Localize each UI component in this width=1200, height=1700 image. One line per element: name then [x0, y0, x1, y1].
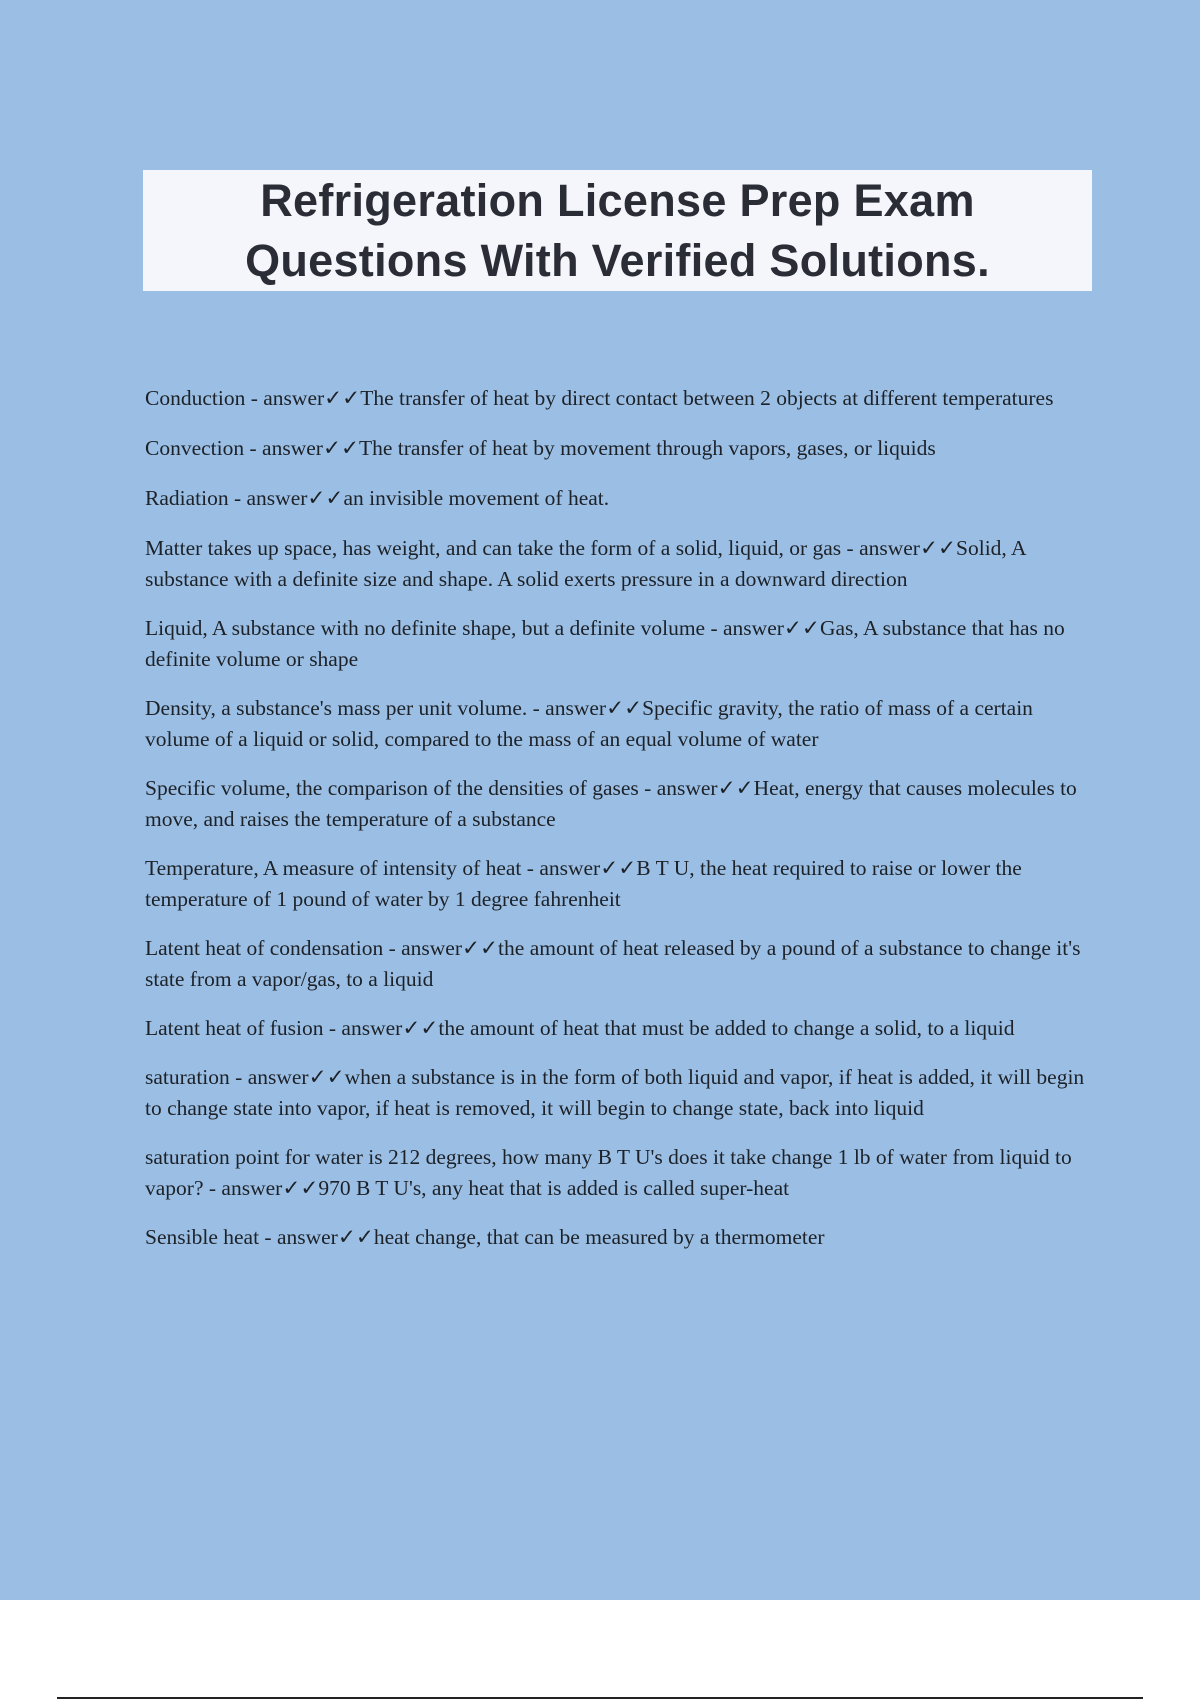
- double-check-icon: ✓✓: [600, 856, 637, 880]
- double-check-icon: ✓✓: [462, 936, 499, 960]
- qa-answer: The transfer of heat by movement through vapors, gases, or liquids: [358, 436, 936, 460]
- qa-item: [145, 483, 1095, 514]
- qa-answer: Solid, A substance with a definite size and shape. A solid exerts pressure in a downward direction: [145, 536, 1026, 591]
- qa-separator: - answer: [244, 436, 323, 460]
- qa-answer: 970 B T U's, any heat that is added is called super-heat: [318, 1176, 790, 1200]
- qa-separator: - answer: [527, 696, 607, 720]
- qa-separator: - answer: [705, 616, 784, 640]
- qa-question: Sensible heat: [145, 1225, 260, 1249]
- double-check-icon: ✓✓: [282, 1176, 319, 1200]
- qa-answer: an invisible movement of heat.: [343, 486, 610, 510]
- qa-answer: heat change, that can be measured by a thermometer: [373, 1225, 825, 1249]
- qa-answer: The transfer of heat by direct contact between 2 objects at different temperatures: [360, 386, 1054, 410]
- qa-separator: - answer: [203, 1176, 283, 1200]
- qa-answer: B T U, the heat required to raise or lower the temperature of 1 pound of water by 1 degree fahrenheit: [145, 856, 1022, 911]
- double-check-icon: ✓✓: [324, 386, 361, 410]
- qa-separator: - answer: [228, 486, 308, 510]
- qa-separator: - answer: [638, 776, 718, 800]
- qa-item: [145, 853, 1095, 915]
- qa-question: Matter takes up space, has weight, and can take the form of a solid, liquid, or gas: [145, 536, 842, 560]
- qa-item: [145, 1013, 1095, 1044]
- qa-answer: when a substance is in the form of both liquid and vapor, if heat is added, it will begin to change state into vapor, if heat is removed, it will begin to change state, back into liquid: [145, 1065, 1085, 1120]
- qa-question: Conduction: [145, 386, 246, 410]
- double-check-icon: ✓✓: [307, 486, 344, 510]
- double-check-icon: ✓✓: [322, 436, 359, 460]
- qa-separator: - answer: [323, 1016, 403, 1040]
- footer-rule: [57, 1697, 1143, 1699]
- qa-item: [145, 1062, 1095, 1124]
- qa-item: [145, 1142, 1095, 1204]
- double-check-icon: ✓✓: [308, 1065, 345, 1089]
- double-check-icon: ✓✓: [606, 696, 643, 720]
- qa-item: [145, 383, 1095, 414]
- double-check-icon: ✓✓: [717, 776, 754, 800]
- qa-separator: - answer: [383, 936, 463, 960]
- qa-question: Temperature, A measure of intensity of heat: [145, 856, 522, 880]
- qa-item: [145, 933, 1095, 995]
- qa-list: [145, 383, 1095, 1271]
- qa-question: Latent heat of condensation: [145, 936, 384, 960]
- qa-question: saturation point for water is 212 degrees, how many B T U's does it take change 1 lb of water from liquid to vapor?: [145, 1145, 1072, 1200]
- double-check-icon: ✓✓: [337, 1225, 374, 1249]
- qa-question: Specific volume, the comparison of the densities of gases: [145, 776, 639, 800]
- qa-separator: - answer: [245, 386, 325, 410]
- double-check-icon: ✓✓: [402, 1016, 439, 1040]
- qa-separator: - answer: [521, 856, 601, 880]
- qa-separator: - answer: [259, 1225, 338, 1249]
- qa-item: [145, 533, 1095, 595]
- qa-answer: Specific gravity, the ratio of mass of a certain volume of a liquid or solid, compared to the mass of an equal volume of water: [145, 696, 1033, 751]
- qa-answer: the amount of heat that must be added to change a solid, to a liquid: [438, 1016, 1015, 1040]
- page-title: Refrigeration License Prep Exam Questions With Verified Solutions.: [245, 174, 990, 286]
- qa-separator: - answer: [841, 536, 920, 560]
- qa-item: [145, 693, 1095, 755]
- qa-answer: Gas, A substance that has no definite volume or shape: [145, 616, 1065, 671]
- qa-item: [145, 773, 1095, 835]
- qa-item: [145, 613, 1095, 675]
- qa-separator: - answer: [229, 1065, 309, 1089]
- qa-item: [145, 433, 1095, 464]
- qa-question: Density, a substance's mass per unit volume.: [145, 696, 528, 720]
- qa-item: [145, 1222, 1095, 1253]
- title-banner: [143, 170, 1092, 291]
- qa-question: Latent heat of fusion: [145, 1016, 324, 1040]
- qa-answer: Heat, energy that causes molecules to move, and raises the temperature of a substance: [145, 776, 1077, 831]
- double-check-icon: ✓✓: [783, 616, 820, 640]
- qa-question: Radiation: [145, 486, 229, 510]
- double-check-icon: ✓✓: [919, 536, 957, 560]
- qa-question: saturation: [145, 1065, 230, 1089]
- qa-question: Liquid, A substance with no definite shape, but a definite volume: [145, 616, 706, 640]
- qa-answer: the amount of heat released by a pound of a substance to change it's state from a vapor/gas, to a liquid: [145, 936, 1081, 991]
- qa-question: Convection: [145, 436, 245, 460]
